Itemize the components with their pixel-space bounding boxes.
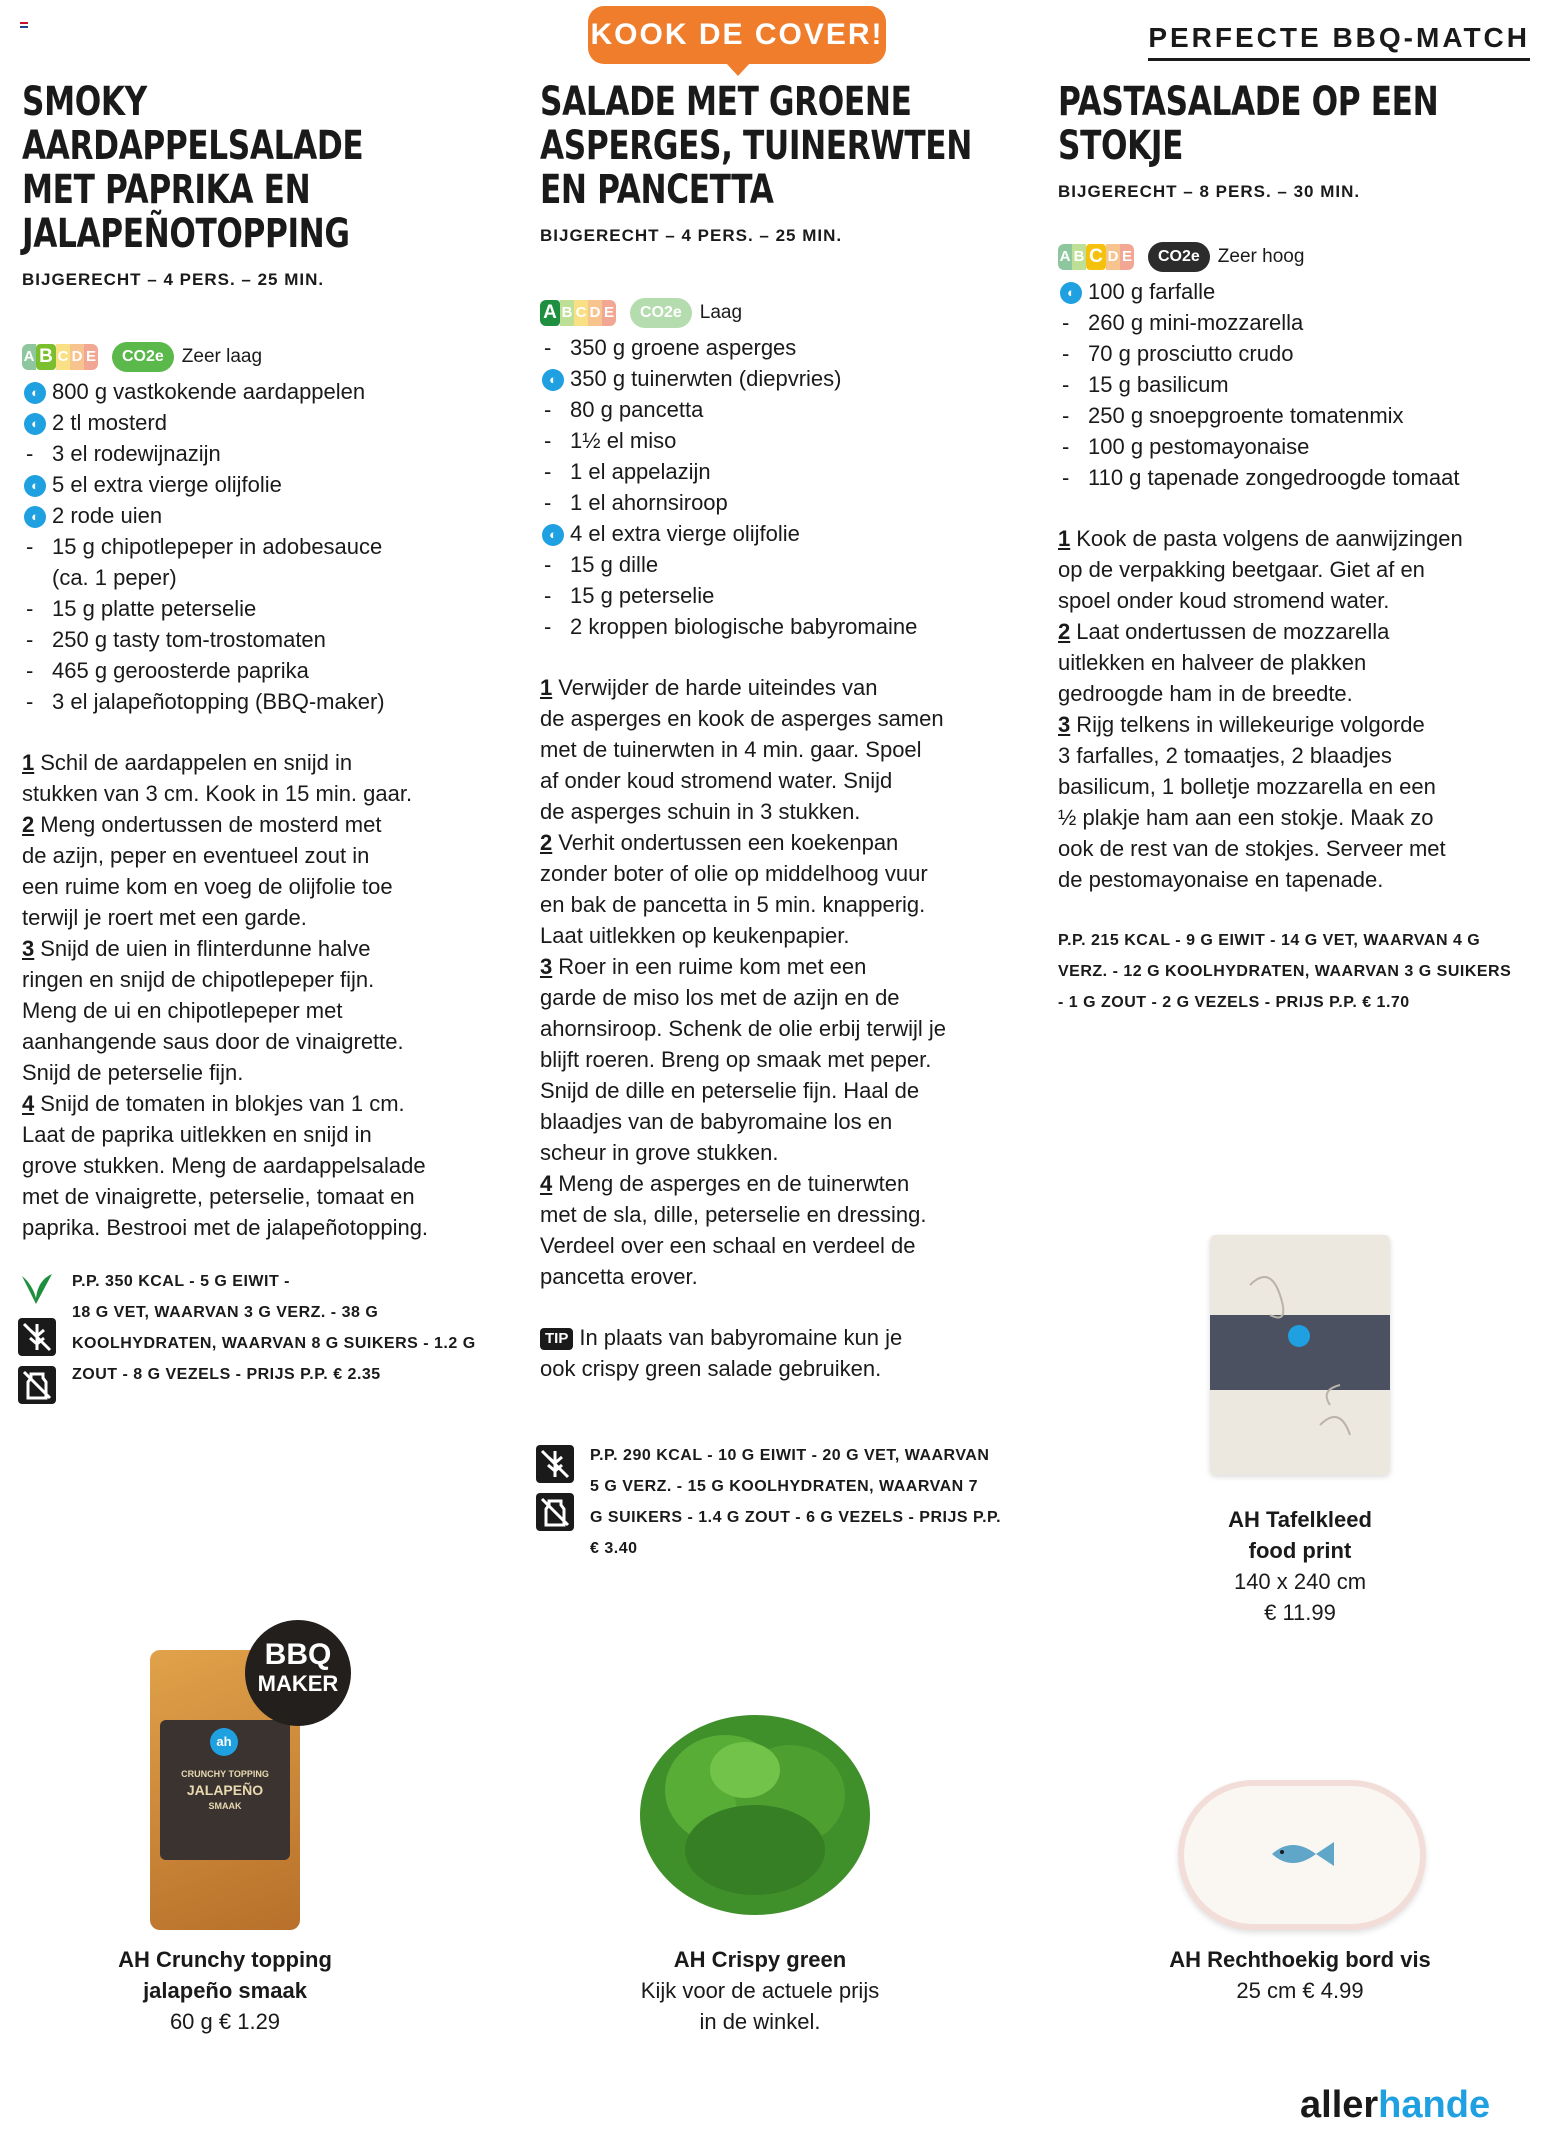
- step-line: garde de miso los met de azijn en de: [540, 985, 900, 1010]
- nutri-score-badge: [22, 344, 98, 370]
- ingredient-text: 5 el extra vierge olijfolie: [52, 472, 282, 497]
- ingredient-item: [1058, 400, 1538, 431]
- step-line: gedroogde ham in de breedte.: [1058, 681, 1353, 706]
- bullet-dash: -: [1062, 372, 1070, 397]
- gluten-free-icon: [536, 1445, 574, 1483]
- ingredient-text: 3 el rodewijnazijn: [52, 441, 221, 466]
- ingredient-item: [540, 549, 1020, 580]
- step-line: basilicum, 1 bolletje mozzarella en een: [1058, 774, 1436, 799]
- step-line: Laat de paprika uitlekken en snijd in: [22, 1122, 372, 1147]
- ingredient-item: [22, 407, 522, 438]
- ingredient-text: 70 g prosciutto crudo: [1088, 341, 1294, 366]
- nutri-letter: D: [70, 344, 84, 370]
- step-line: 4 Meng de asperges en de tuinerwten: [540, 1171, 910, 1196]
- step-line: een ruime kom en voeg de olijfolie toe: [22, 874, 393, 899]
- ingredient-text: 1 el appelazijn: [570, 459, 711, 484]
- step-number: 1: [22, 750, 35, 775]
- ingredient-list: [1058, 276, 1538, 493]
- ingredient-item: [540, 394, 1020, 425]
- step-number: 4: [22, 1091, 35, 1116]
- ingredient-text: 15 g platte peterselie: [52, 596, 257, 621]
- ingredient-text: 260 g mini-mozzarella: [1088, 310, 1304, 335]
- step-line: 1 Schil de aardappelen en snijd in: [22, 750, 353, 775]
- step-line: Laat uitlekken op keukenpapier.: [540, 923, 850, 948]
- step-line: aanhangende saus door de vinaigrette.: [22, 1029, 404, 1054]
- ingredient-text: 15 g basilicum: [1088, 372, 1229, 397]
- nutri-letter: D: [1106, 244, 1120, 270]
- step-number: 1: [540, 675, 553, 700]
- bullet-dash: -: [26, 689, 34, 714]
- step-line: zonder boter of olie op middelhoog vuur: [540, 861, 928, 886]
- co2-label: Zeer hoog: [1217, 246, 1305, 267]
- co2-score: [112, 342, 262, 372]
- bbq-maker-badge: BBQ MAKER: [245, 1620, 351, 1726]
- product-fish-plate: AH Rechthoekig bord vis 25 cm € 4.99: [1169, 1947, 1431, 2003]
- nutri-letter: C: [56, 344, 70, 370]
- step-line: paprika. Bestrooi met de jalapeñotopping.: [22, 1215, 429, 1240]
- nutri-letter: C: [1086, 244, 1106, 270]
- crunchy-topping-package: ah CRUNCHY TOPPING JALAPEÑO SMAAK: [150, 1650, 300, 1930]
- bullet-dash: -: [1062, 310, 1070, 335]
- step-line: Meng de ui en chipotlepeper met: [22, 998, 343, 1023]
- step-line: de asperges en kook de asperges samen: [540, 706, 944, 731]
- ingredient-text: 15 g chipotlepeper in adobesauce: [52, 534, 383, 559]
- bullet-dash: -: [544, 397, 552, 422]
- section-label: PERFECTE BBQ-MATCH: [1148, 22, 1530, 61]
- ingredient-text: 100 g farfalle: [1088, 279, 1216, 304]
- ingredient-text: 350 g groene asperges: [570, 335, 797, 360]
- step-line: de azijn, peper en eventueel zout in: [22, 843, 370, 868]
- recipe-1: [22, 80, 522, 1243]
- ingredient-text: 250 g tasty tom-trostomaten: [52, 627, 326, 652]
- lactose-free-icon: [536, 1493, 574, 1531]
- diet-icons: [18, 1270, 56, 1404]
- step-line: ahornsiroop. Schenk de olie erbij terwijl je: [540, 1016, 946, 1041]
- step-line: met de vinaigrette, peterselie, tomaat en: [22, 1184, 415, 1209]
- bullet-dash: -: [26, 658, 34, 683]
- nutri-letter: B: [560, 300, 574, 326]
- nutri-letter: A: [22, 344, 36, 370]
- tip-badge: TIP: [540, 1328, 573, 1350]
- bullet-dash: -: [26, 627, 34, 652]
- bullet-dash: -: [1062, 403, 1070, 428]
- tip-box: TIP In plaats van babyromaine kun je ook crispy green salade gebruiken.: [540, 1325, 903, 1381]
- ingredient-item: [540, 518, 1020, 549]
- nutri-letter: B: [1072, 244, 1086, 270]
- co2-label: Laag: [699, 302, 743, 323]
- recipe-2: [540, 80, 1020, 1384]
- step-line: uitlekken en halveer de plakken: [1058, 650, 1367, 675]
- step-number: 3: [1058, 712, 1071, 737]
- ingredient-text: 110 g tapenade zongedroogde tomaat: [1088, 465, 1460, 490]
- co2-cloud-icon: CO2e: [1148, 242, 1210, 272]
- bullet-dash: -: [544, 490, 552, 515]
- step-line: de pestomayonaise en tapenade.: [1058, 867, 1384, 892]
- co2-score: [1148, 242, 1304, 272]
- nutri-letter: E: [1120, 244, 1134, 270]
- nutri-letter: E: [84, 344, 98, 370]
- ingredient-item: [540, 363, 1020, 394]
- ingredient-item: [22, 376, 522, 407]
- co2-cloud-icon: CO2e: [630, 298, 692, 328]
- nutrition-info: P.P. 215 KCAL - 9 G EIWIT - 14 G VET, WAARVAN 4 G VERZ. - 12 G KOOLHYDRATEN, WAARVAN 3 G SUIKERS - 1 G ZOUT - 2 G VEZELS - PRIJS P.P. € 1.70: [1058, 932, 1512, 1011]
- bullet-dash: -: [544, 459, 552, 484]
- ingredient-text: 1 el ahornsiroop: [570, 490, 728, 515]
- ingredient-item: [22, 438, 522, 469]
- ingredient-item: [22, 624, 522, 655]
- ingredient-item: [22, 593, 522, 624]
- step-line: scheur in grove stukken.: [540, 1140, 779, 1165]
- nutrition-info: P.P. 290 KCAL - 10 G EIWIT - 20 G VET, WAARVAN 5 G VERZ. - 15 G KOOLHYDRATEN, WAARVAN 7 G SUIKERS - 1.4 G ZOUT - 6 G VEZELS - PRIJS P.P. € 3.40: [590, 1447, 1002, 1557]
- recipe-3: [1058, 80, 1538, 1018]
- ingredient-item: [1058, 276, 1538, 307]
- ingredient-item: [540, 487, 1020, 518]
- ingredient-list: [540, 332, 1020, 642]
- fish-icon: [1268, 1834, 1340, 1874]
- step-line: met de tuinerwten in 4 min. gaar. Spoel: [540, 737, 922, 762]
- nutri-letter: D: [588, 300, 602, 326]
- preparation-steps: [22, 747, 522, 1243]
- nutri-letter: B: [36, 344, 56, 370]
- step-line: 2 Laat ondertussen de mozzarella: [1058, 619, 1390, 644]
- step-line: de asperges schuin in 3 stukken.: [540, 799, 861, 824]
- gluten-free-icon: [18, 1318, 56, 1356]
- step-line: ook de rest van de stokjes. Serveer met: [1058, 836, 1446, 861]
- step-line: blijft roeren. Breng op smaak met peper.: [540, 1047, 932, 1072]
- step-line: terwijl je roert met een garde.: [22, 905, 307, 930]
- step-number: 4: [540, 1171, 553, 1196]
- bullet-dash: -: [544, 583, 552, 608]
- water-drop-icon: ◐: [24, 475, 46, 497]
- nutri-letter: C: [574, 300, 588, 326]
- ingredient-item: [22, 686, 522, 717]
- fish-plate-image: [1178, 1780, 1426, 1930]
- step-line: stukken van 3 cm. Kook in 15 min. gaar.: [22, 781, 413, 806]
- ingredient-text: 15 g peterselie: [570, 583, 715, 608]
- ingredient-item: [1058, 431, 1538, 462]
- package-label: CRUNCHY TOPPING JALAPEÑO SMAAK: [181, 1769, 269, 1811]
- ingredient-text: 4 el extra vierge olijfolie: [570, 521, 800, 546]
- step-number: 2: [1058, 619, 1071, 644]
- step-line: 4 Snijd de tomaten in blokjes van 1 cm.: [22, 1091, 405, 1116]
- water-drop-icon: ◐: [24, 382, 46, 404]
- bullet-dash: -: [544, 335, 552, 360]
- step-number: 3: [540, 954, 553, 979]
- language-flag-icon: [20, 22, 28, 28]
- step-line: spoel onder koud stromend water.: [1058, 588, 1390, 613]
- bullet-dash: -: [544, 552, 552, 577]
- ingredient-item: [22, 562, 522, 593]
- step-number: 3: [22, 936, 35, 961]
- ingredient-item: [540, 332, 1020, 363]
- ingredient-list: [22, 376, 522, 717]
- step-line: ringen en snijd de chipotlepeper fijn.: [22, 967, 375, 992]
- step-line: 3 Roer in een ruime kom met een: [540, 954, 867, 979]
- ingredient-item: [1058, 307, 1538, 338]
- water-drop-icon: ◐: [24, 413, 46, 435]
- ingredient-text: 250 g snoepgroente tomatenmix: [1088, 403, 1404, 428]
- ingredient-text: 465 g geroosterde paprika: [52, 658, 309, 683]
- product-tablecloth: AH Tafelkleed food print 140 x 240 cm € 11.99: [1228, 1507, 1372, 1625]
- recipe-meta: BIJGERECHT – 8 PERS. – 30 MIN.: [1058, 182, 1361, 201]
- product-crunchy-topping: AH Crunchy topping jalapeño smaak 60 g € 1.29: [118, 1947, 332, 2034]
- nutri-score-badge: [540, 300, 616, 326]
- step-line: 2 Verhit ondertussen een koekenpan: [540, 830, 899, 855]
- ingredient-text: 2 tl mosterd: [52, 410, 167, 435]
- score-row: [22, 342, 522, 372]
- ingredient-item: [1058, 462, 1538, 493]
- water-drop-icon: ◐: [542, 524, 564, 546]
- step-line: 1 Verwijder de harde uiteindes van: [540, 675, 878, 700]
- step-line: Snijd de dille en peterselie fijn. Haal de: [540, 1078, 920, 1103]
- bullet-dash: -: [1062, 434, 1070, 459]
- step-line: pancetta erover.: [540, 1264, 698, 1289]
- bullet-dash: -: [26, 534, 34, 559]
- water-drop-icon: ◐: [1060, 282, 1082, 304]
- step-line: 3 Rijg telkens in willekeurige volgorde: [1058, 712, 1425, 737]
- nutri-score-badge: [1058, 244, 1134, 270]
- ingredient-text: 1½ el miso: [570, 428, 677, 453]
- ingredient-text: 800 g vastkokende aardappelen: [52, 379, 366, 404]
- score-row: [540, 298, 1020, 328]
- ingredient-item: [1058, 369, 1538, 400]
- step-line: blaadjes van de babyromaine los en: [540, 1109, 893, 1134]
- step-line: 3 Snijd de uien in flinterdunne halve: [22, 936, 371, 961]
- step-line: af onder koud stromend water. Snijd: [540, 768, 893, 793]
- score-row: [1058, 242, 1538, 272]
- bullet-dash: -: [544, 614, 552, 639]
- nutri-letter: A: [540, 300, 560, 326]
- ingredient-text: 80 g pancetta: [570, 397, 704, 422]
- bullet-dash: -: [26, 441, 34, 466]
- ingredient-text: (ca. 1 peper): [52, 565, 177, 590]
- ingredient-item: [22, 531, 522, 562]
- recipe-meta: BIJGERECHT – 4 PERS. – 25 MIN.: [540, 226, 843, 245]
- preparation-steps: [1058, 523, 1538, 895]
- co2-score: [630, 298, 742, 328]
- step-line: Snijd de peterselie fijn.: [22, 1060, 244, 1085]
- vega-leaf-icon: [18, 1270, 56, 1308]
- ingredient-text: 3 el jalapeñotopping (BBQ-maker): [52, 689, 385, 714]
- ingredient-item: [540, 456, 1020, 487]
- recipe-title: SMOKY AARDAPPELSALADE MET PAPRIKA EN JALAPEÑOTOPPING: [22, 79, 364, 257]
- ingredient-item: [22, 469, 522, 500]
- step-line: grove stukken. Meng de aardappelsalade: [22, 1153, 426, 1178]
- preparation-steps: [540, 672, 1020, 1292]
- recipe-meta: BIJGERECHT – 4 PERS. – 25 MIN.: [22, 270, 325, 289]
- ingredient-text: 2 kroppen biologische babyromaine: [570, 614, 918, 639]
- step-number: 2: [540, 830, 553, 855]
- ingredient-item: [1058, 338, 1538, 369]
- co2-label: Zeer laag: [181, 346, 263, 367]
- cover-label: KOOK DE COVER!: [588, 6, 886, 64]
- ingredient-text: 2 rode uien: [52, 503, 163, 528]
- step-line: ½ plakje ham aan een stokje. Maak zo: [1058, 805, 1434, 830]
- ingredient-item: [22, 655, 522, 686]
- bullet-dash: -: [1062, 341, 1070, 366]
- water-drop-icon: ◐: [24, 506, 46, 528]
- ingredient-item: [540, 580, 1020, 611]
- step-line: 1 Kook de pasta volgens de aanwijzingen: [1058, 526, 1463, 551]
- ingredient-item: [22, 500, 522, 531]
- step-line: en bak de pancetta in 5 min. knapperig.: [540, 892, 926, 917]
- recipe-title: PASTASALADE OP EEN STOKJE: [1058, 79, 1439, 169]
- step-line: met de sla, dille, peterselie en dressing.: [540, 1202, 927, 1227]
- step-number: 2: [22, 812, 35, 837]
- bullet-dash: -: [1062, 465, 1070, 490]
- allerhande-logo: allerhande: [1300, 2084, 1491, 2126]
- product-crispy-green: AH Crispy green Kijk voor de actuele prijs in de winkel.: [640, 1947, 880, 2034]
- co2-cloud-icon: CO2e: [112, 342, 174, 372]
- ingredient-text: 100 g pestomayonaise: [1088, 434, 1310, 459]
- step-line: Verdeel over een schaal en verdeel de: [540, 1233, 916, 1258]
- ingredient-item: [540, 425, 1020, 456]
- ingredient-item: [540, 611, 1020, 642]
- bullet-dash: -: [26, 596, 34, 621]
- bullet-dash: -: [544, 428, 552, 453]
- step-line: op de verpakking beetgaar. Giet af en: [1058, 557, 1425, 582]
- nutri-letter: E: [602, 300, 616, 326]
- ingredient-text: 15 g dille: [570, 552, 659, 577]
- lettuce-image: [635, 1700, 875, 1920]
- recipe-title: SALADE MET GROENE ASPERGES, TUINERWTEN EN PANCETTA: [540, 79, 972, 213]
- nutri-letter: A: [1058, 244, 1072, 270]
- tablecloth-image: [1210, 1235, 1390, 1475]
- step-line: 3 farfalles, 2 tomaatjes, 2 blaadjes: [1058, 743, 1392, 768]
- water-drop-icon: ◐: [542, 369, 564, 391]
- nutrition-info: P.P. 350 KCAL - 5 G EIWIT - 18 G VET, WAARVAN 3 G VERZ. - 38 G KOOLHYDRATEN, WAARVAN 8 G SUIKERS - 1.2 G ZOUT - 8 G VEZELS - PRIJS P.P. € 2.35: [72, 1273, 476, 1383]
- lactose-free-icon: [18, 1366, 56, 1404]
- step-line: 2 Meng ondertussen de mosterd met: [22, 812, 382, 837]
- diet-icons: [536, 1445, 574, 1531]
- ingredient-text: 350 g tuinerwten (diepvries): [570, 366, 842, 391]
- step-number: 1: [1058, 526, 1071, 551]
